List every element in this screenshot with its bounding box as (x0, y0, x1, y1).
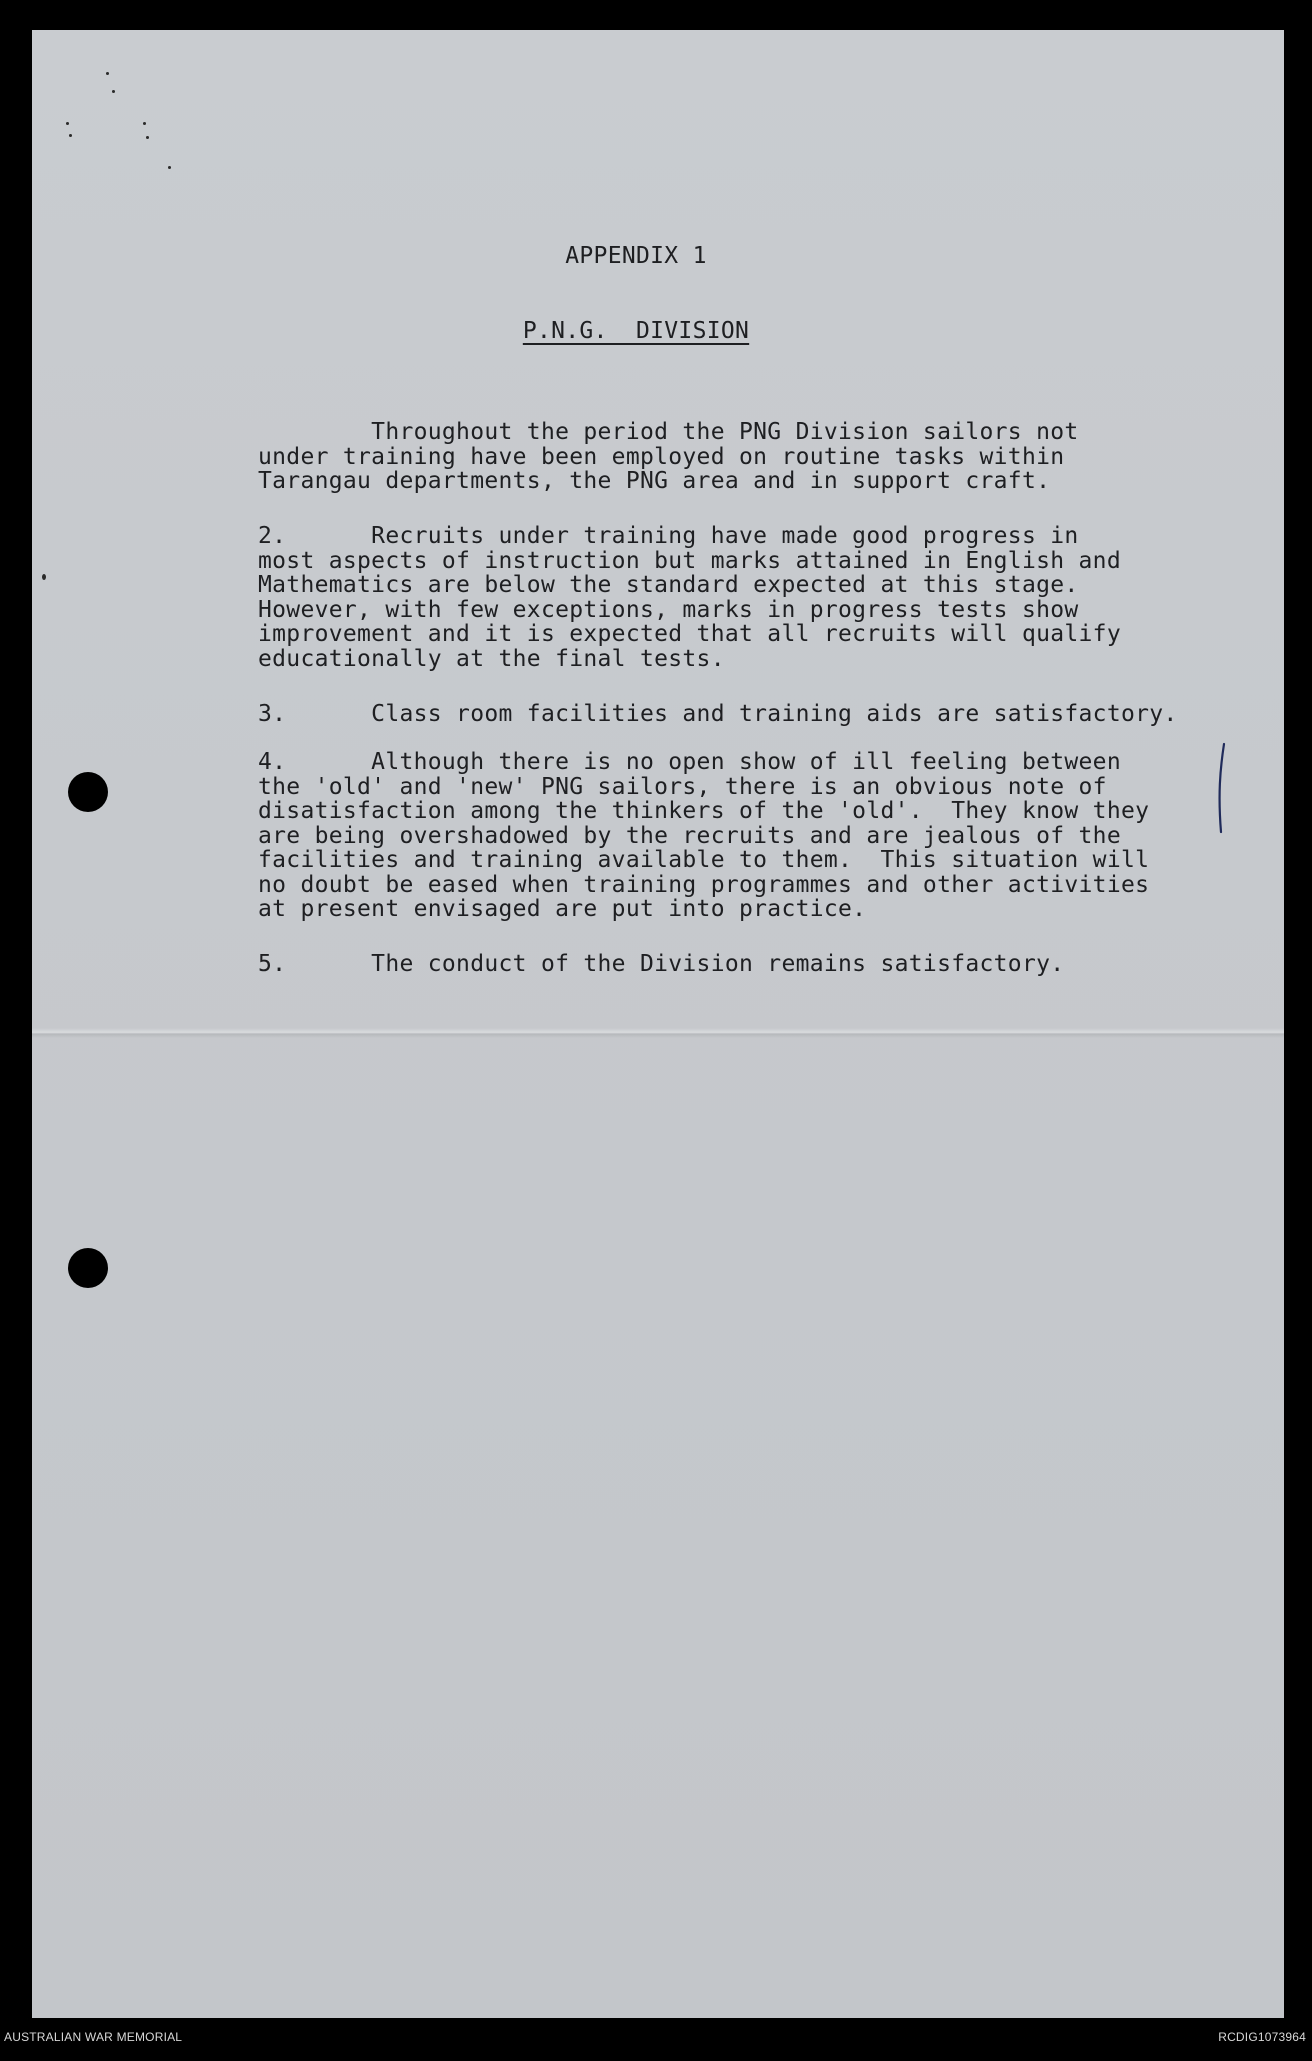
ink-speck (168, 166, 171, 169)
ink-speck (106, 72, 109, 75)
ink-speck (69, 134, 72, 137)
footer-archive-name: AUSTRALIAN WAR MEMORIAL (4, 2030, 183, 2044)
paragraph-5: 5. The conduct of the Division remains satisfactory. (258, 951, 1065, 977)
ink-speck (42, 574, 46, 580)
paragraph-3: 3. Class room facilities and training aids are satisfactory. (258, 701, 1178, 727)
footer-record-id: RCDIG1073964 (1218, 2030, 1306, 2044)
paper-sheet (32, 30, 1284, 2018)
ink-speck (143, 122, 146, 125)
ink-speck (112, 90, 115, 93)
punch-hole-bottom (68, 1248, 108, 1288)
fold-crease (32, 1028, 1284, 1038)
punch-hole-top (68, 772, 108, 812)
ink-speck (146, 136, 149, 139)
paragraph-1: Throughout the period the PNG Division sailors not under training have been employed on routine tasks within Tarangau departments, the PNG area and in support craft. (258, 419, 1079, 494)
ink-speck (66, 122, 69, 125)
division-title: P.N.G. DIVISION (522, 318, 750, 344)
paragraph-4: 4. Although there is no open show of ill feeling between the 'old' and 'new' PNG sailors, there is an obvious note of disatisfaction among the thinkers of the 'old'. They know they are being overshadowed by the recruits and are jealous of the facilities and training available to them. This situation will no doubt be eased when training programmes and other activities at present envisaged are put into practice. (258, 749, 1150, 922)
appendix-title: APPENDIX 1 (565, 243, 707, 269)
paragraph-2: 2. Recruits under training have made good progress in most aspects of instruction but marks attained in English and Mathematics are below the standard expected at this stage. However, with few exceptions, marks in progress tests show improvement and it is expected that all recruits will qualify educationally at the final tests. (258, 523, 1121, 672)
